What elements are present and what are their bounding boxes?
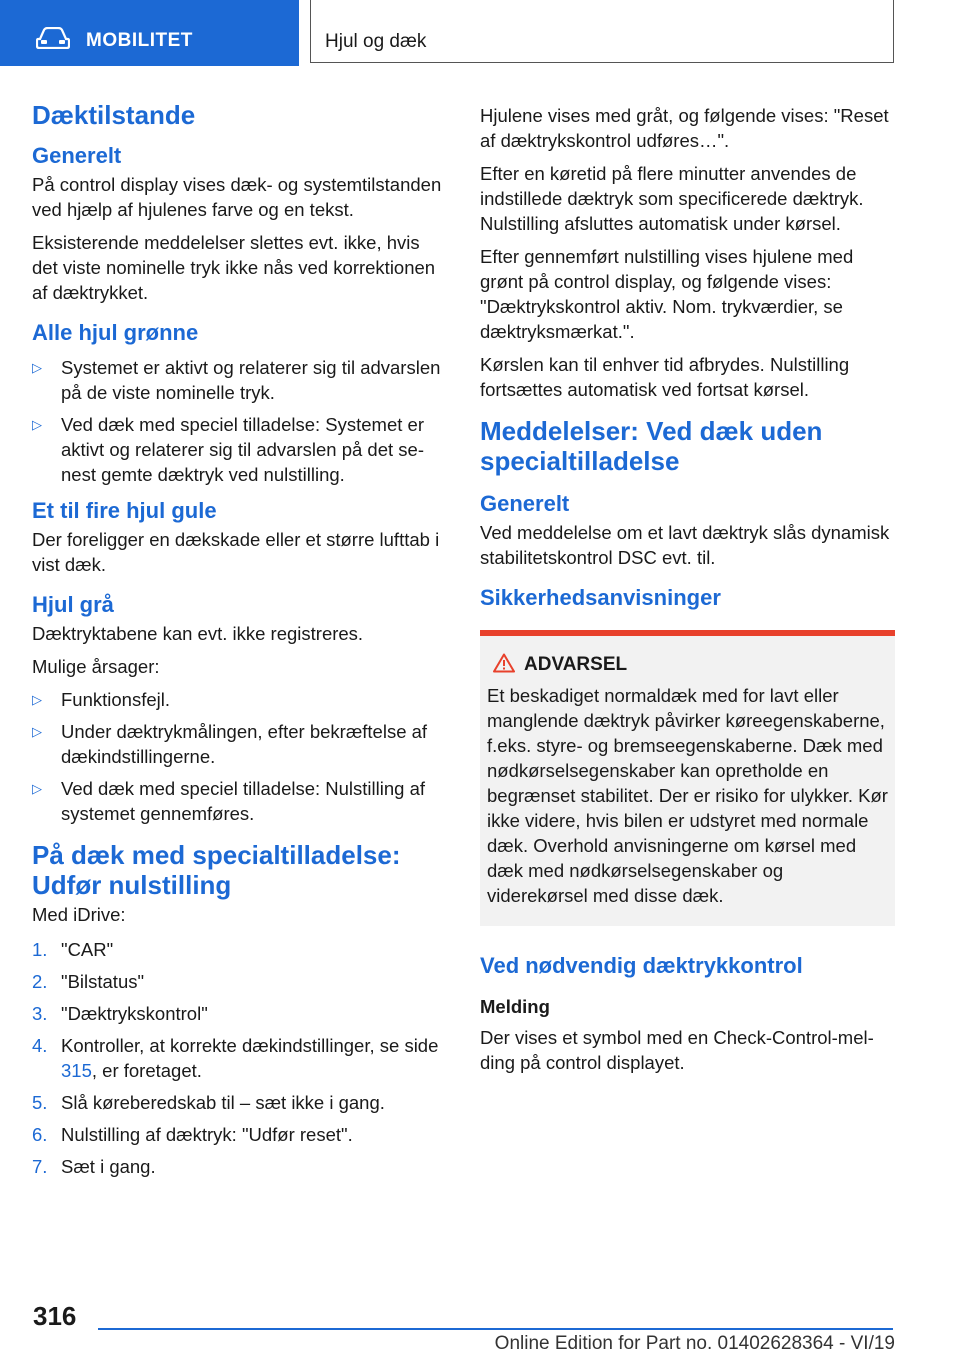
needed-heading: Ved nødvendig dæktrykkontrol [480, 953, 803, 978]
list-item: ▷ Ved dæk med speciel tilladelse: Nulstilling af systemet gennemføres. [32, 778, 426, 824]
list-item: ▷ Ved dæk med speciel tilladelse: Systemet er aktivt og relaterer sig til advarslen på det senest gemte dæktryk ved nulstilling. [32, 414, 424, 485]
reset-paragraph-3: Efter gennemført nulstilling vises hjulene med grønt på control display, og følgende vises: "Dæktrykskontrol aktiv. Nom. trykværdier, se dæktryksmærkat.". [480, 246, 854, 342]
yellow-paragraph: Der foreligger en dækskade eller et større lufttab i vist dæk. [32, 529, 440, 575]
generelt-paragraph-2: Eksisterende meddelelser slettes evt. ikke, hvis det viste nominelle tryk ikke nås ved korrektionen af dæktrykket. [32, 232, 436, 303]
step-item: 3. "Dæktrykskontrol" [32, 1003, 208, 1024]
step-item: 2. "Bilstatus" [32, 971, 145, 992]
reset-paragraph-4: Kørslen kan til enhver tid afbrydes. Nulstilling fortsættes automatisk ved fortsat kørsel. [480, 354, 850, 400]
triangle-bullet-icon: ▷ [32, 360, 42, 375]
left-column [32, 100, 450, 1186]
chapter-label: Hjul og dæk [325, 31, 427, 52]
list-item: ▷ Funktionsfejl. [32, 689, 170, 710]
melding-paragraph: Der vises et symbol med en Check-Control-melding på control displayet. [480, 1027, 874, 1073]
page-header [0, 0, 960, 66]
chapter-tab [310, 0, 894, 63]
generelt-paragraph-1: På control display vises dæk- og systemtilstanden ved hjælp af hjulenes farve og en tekst. [32, 174, 442, 220]
footer-divider [98, 1328, 893, 1330]
green-list [32, 355, 450, 487]
step-item: 1. "CAR" [32, 939, 114, 960]
edition-text: Online Edition for Part no. 01402628364 - VI/19 [494, 1333, 895, 1354]
grey-paragraph-2: Mulige årsager: [32, 656, 160, 677]
step-item: 5. Slå køreberedskab til – sæt ikke i gang. [32, 1092, 385, 1113]
warning-title: ADVARSEL [524, 654, 628, 675]
safety-heading: Sikkerhedsanvisninger [480, 585, 721, 610]
step-item: 4. Kontroller, at korrekte dækindstillinger, se side 315, er foretaget. [32, 1035, 439, 1081]
right-column [480, 103, 895, 1083]
messages-heading: Meddelelser: Ved dæk uden specialtilladelse [480, 416, 823, 476]
generelt-heading: Generelt [32, 143, 122, 168]
special-heading: På dæk med specialtilladelse: Udfør nulstilling [32, 840, 401, 900]
melding-heading: Melding [480, 996, 550, 1017]
warning-triangle-icon [493, 653, 515, 673]
grey-list [32, 687, 450, 826]
steps-list [32, 937, 450, 1179]
green-heading: Alle hjul grønne [32, 320, 199, 345]
messages-generelt-paragraph: Ved meddelelse om et lavt dæktryk slås dynamisk stabilitetskontrol DSC evt. til. [480, 522, 890, 568]
warning-box [480, 630, 895, 926]
triangle-bullet-icon: ▷ [32, 781, 42, 796]
yellow-heading: Et til fire hjul gule [32, 498, 217, 523]
page-link[interactable]: 315 [61, 1060, 92, 1081]
warning-header [487, 652, 888, 677]
grey-paragraph-1: Dæktryktabene kan evt. ikke registreres. [32, 623, 364, 644]
section-title: Dæktilstande [32, 100, 196, 130]
grey-heading: Hjul grå [32, 592, 114, 617]
special-intro: Med iDrive: [32, 904, 126, 925]
page-number: 316 [33, 1301, 77, 1331]
section-label: MOBILITET [86, 30, 193, 51]
messages-generelt-heading: Generelt [480, 491, 570, 516]
list-item: ▷ Under dæktrykmålingen, efter bekræftelse af dækindstillingerne. [32, 721, 428, 767]
triangle-bullet-icon: ▷ [32, 724, 42, 739]
triangle-bullet-icon: ▷ [32, 692, 42, 707]
triangle-bullet-icon: ▷ [32, 417, 42, 432]
warning-text: Et beskadiget normaldæk med for lavt eller manglende dæktryk påvirker køreegenskaberne, f.eks. styre- og bremseegenskaberne. Dæk med nødkørselsegenskaber kan opretholde en begrænset stabilitet. Der er risiko for ulykker. Kør ikke videre, hvis bilen er udstyret med normale dæk. Overhold anvisningerne om kørsel med dæk med nødkørselsegenskaber og viderekørsel med disse dæk. [487, 685, 888, 906]
reset-paragraph-1: Hjulene vises med gråt, og følgende vises: "Reset af dæktrykskontrol udføres…". [480, 105, 889, 151]
step-item: 7. Sæt i gang. [32, 1156, 156, 1177]
section-tab[interactable] [0, 0, 299, 66]
list-item: ▷ Systemet er aktivt og relaterer sig til advarslen på de viste nominelle tryk. [32, 357, 441, 403]
reset-paragraph-2: Efter en køretid på flere minutter anvendes de indstillede dæktryk som specificerede dæktryk. Nulstilling afsluttes automatisk under kørsel. [480, 163, 864, 234]
step-item: 6. Nulstilling af dæktryk: "Udfør reset". [32, 1124, 353, 1145]
car-icon [36, 27, 70, 49]
